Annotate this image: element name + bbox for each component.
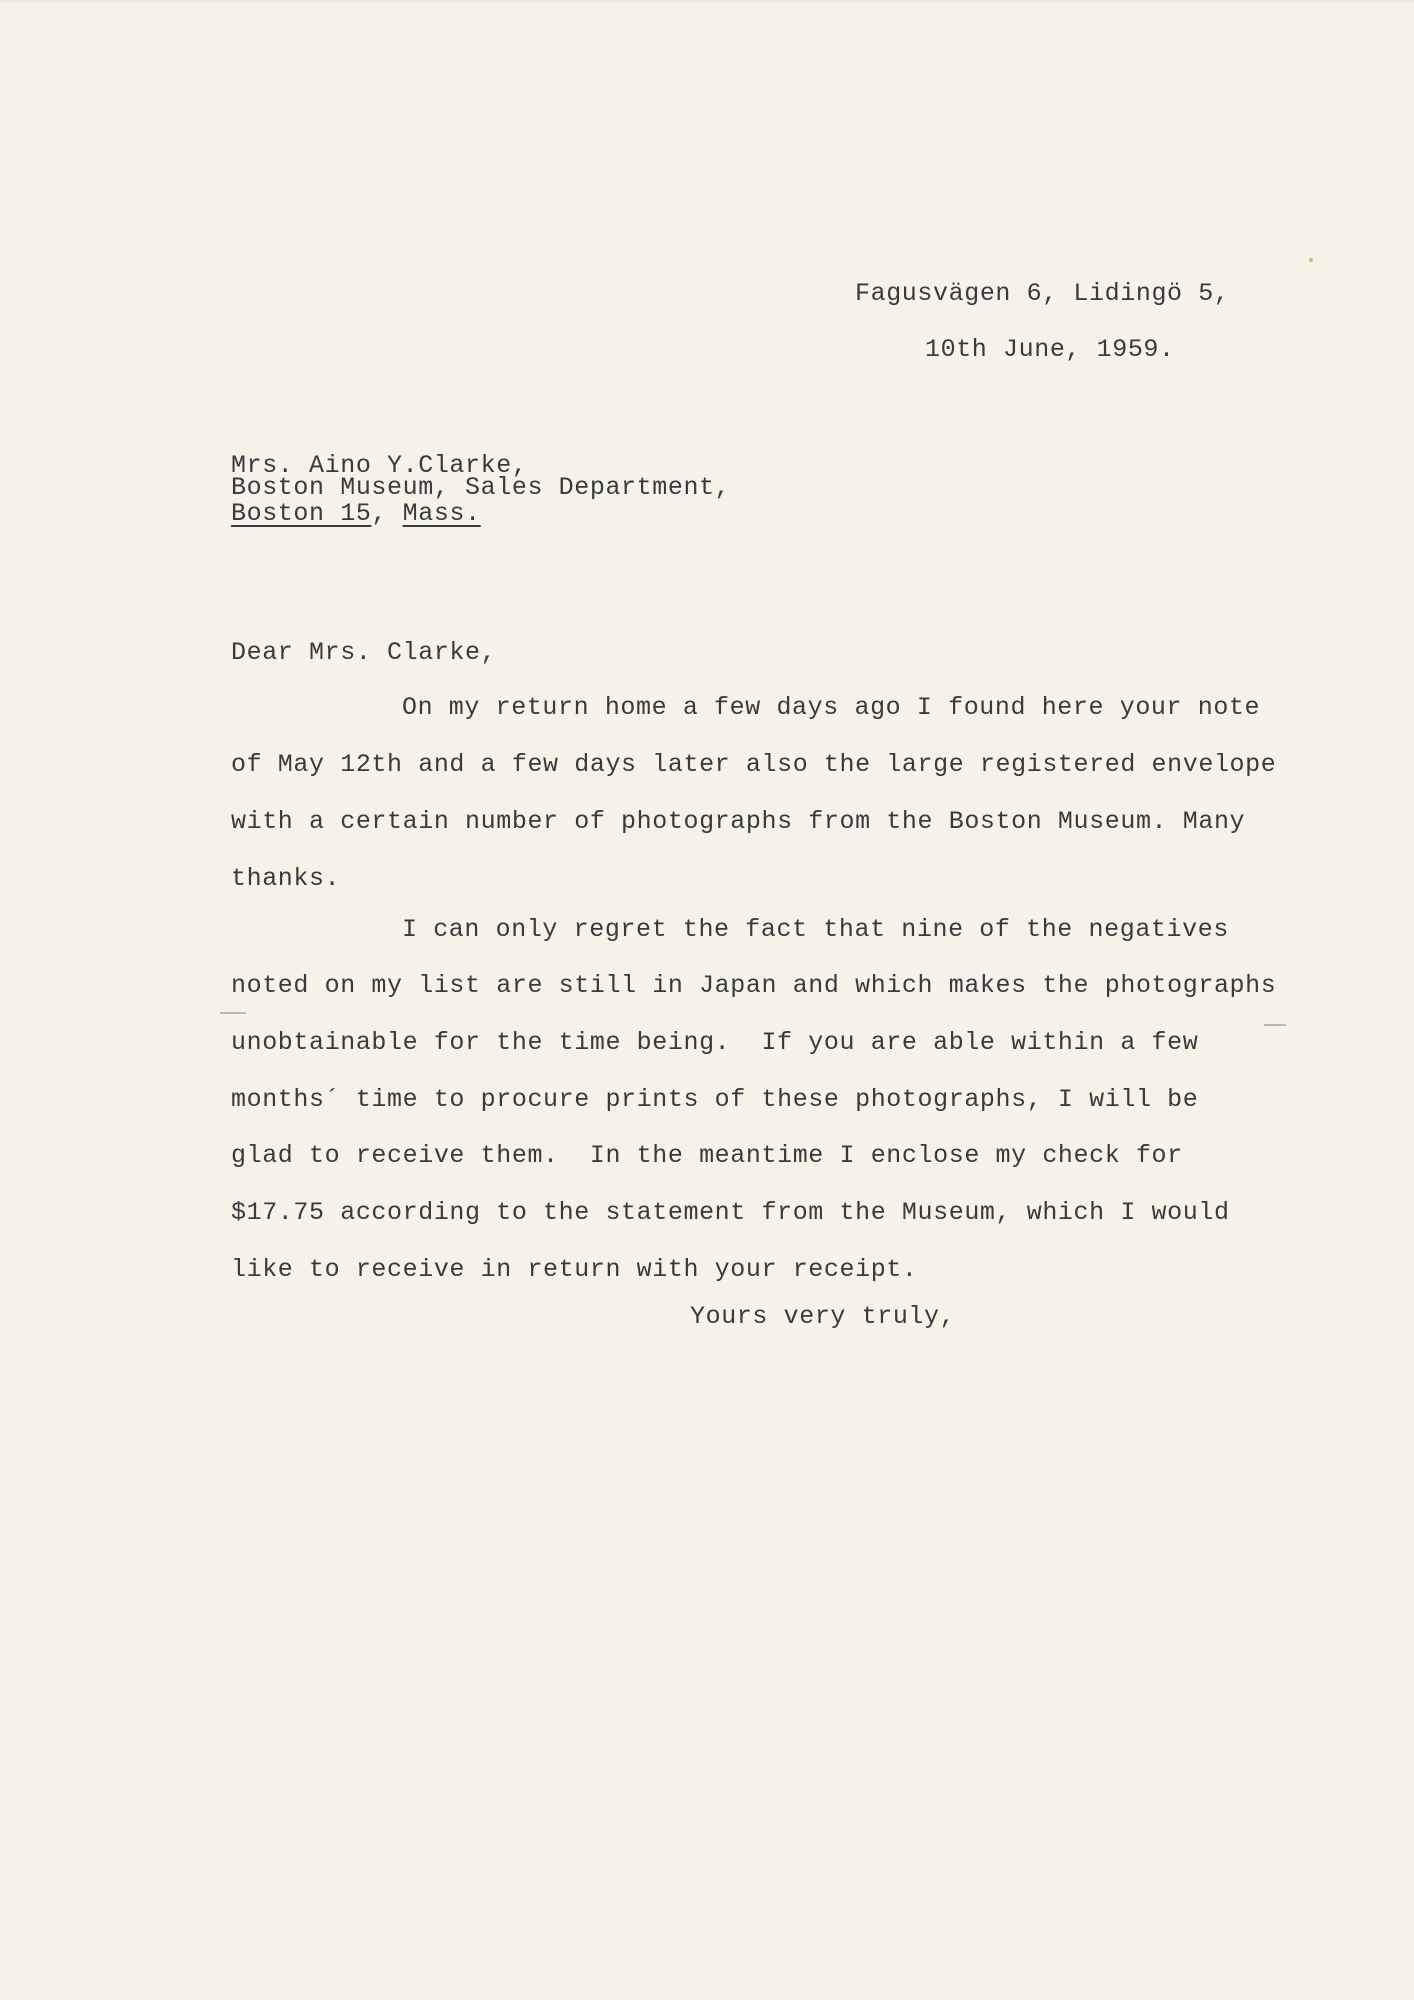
body-line: with a certain number of photographs from the Boston Museum. Many [231,807,1246,836]
recipient-name: Mrs. Aino Y.Clarke, [231,451,528,480]
body-line: On my return home a few days ago I found here your note [402,693,1261,722]
body-line: thanks. [231,864,341,893]
letter-date: 10th June, 1959. [925,335,1175,364]
body-line: noted on my list are still in Japan and which makes the photographs [231,971,1277,1000]
recipient-state: Mass. [402,499,481,528]
body-line: like to receive in return with your receipt. [231,1255,918,1284]
body-line: months´ time to procure prints of these photographs, I will be [231,1085,1199,1114]
margin-mark [220,1012,246,1014]
recipient-organization: Boston Museum, Sales Department, [231,473,731,502]
margin-mark [1264,1024,1286,1026]
recipient-city-line [231,501,481,526]
recipient-city-separator: , [371,499,403,528]
body-line: unobtainable for the time being. If you are able within a few [231,1028,1199,1057]
salutation: Dear Mrs. Clarke, [231,638,497,667]
paper-speck [1309,258,1313,262]
body-line: $17.75 according to the statement from the Museum, which I would [231,1198,1230,1227]
recipient-city: Boston 15 [231,499,372,528]
body-line: glad to receive them. In the meantime I enclose my check for [231,1141,1183,1170]
body-line: I can only regret the fact that nine of the negatives [402,915,1229,944]
body-line: of May 12th and a few days later also the large registered envelope [231,750,1277,779]
closing: Yours very truly, [690,1302,956,1331]
sender-address: Fagusvägen 6, Lidingö 5, [855,279,1230,308]
